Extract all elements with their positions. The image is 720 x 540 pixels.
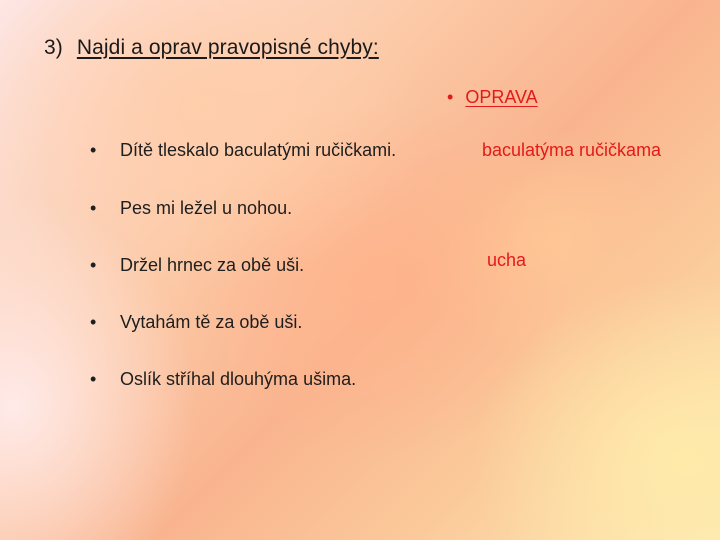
oprava-label: OPRAVA xyxy=(465,87,538,107)
list-item-1 xyxy=(90,140,396,161)
correction-third: ucha xyxy=(487,250,527,270)
list-item-4 xyxy=(90,312,302,333)
list-bullet: • xyxy=(90,255,97,275)
list-item-3 xyxy=(90,255,304,276)
oprava-heading xyxy=(447,87,538,108)
list-item-text: Vytahám tě za obě uši. xyxy=(120,312,303,332)
correction-first: baculatýma ručičkama xyxy=(482,140,662,160)
title-number: 3) xyxy=(44,36,63,59)
list-item-5 xyxy=(90,369,356,390)
list-item-text: Oslík stříhal dlouhýma ušima. xyxy=(120,369,357,389)
oprava-bullet: • xyxy=(447,87,454,107)
title-text: Najdi a oprav pravopisné chyby: xyxy=(76,36,379,59)
list-bullet: • xyxy=(90,312,97,332)
list-bullet: • xyxy=(90,369,97,389)
list-item-text: Pes mi ležel u nohou. xyxy=(120,198,293,218)
list-bullet: • xyxy=(90,140,97,160)
list-item-text: Dítě tleskalo baculatými ručičkami. xyxy=(120,140,397,160)
list-item-text: Držel hrnec za obě uši. xyxy=(120,255,305,275)
list-bullet: • xyxy=(90,198,97,218)
list-item-2 xyxy=(90,198,292,219)
slide-title xyxy=(44,36,379,60)
